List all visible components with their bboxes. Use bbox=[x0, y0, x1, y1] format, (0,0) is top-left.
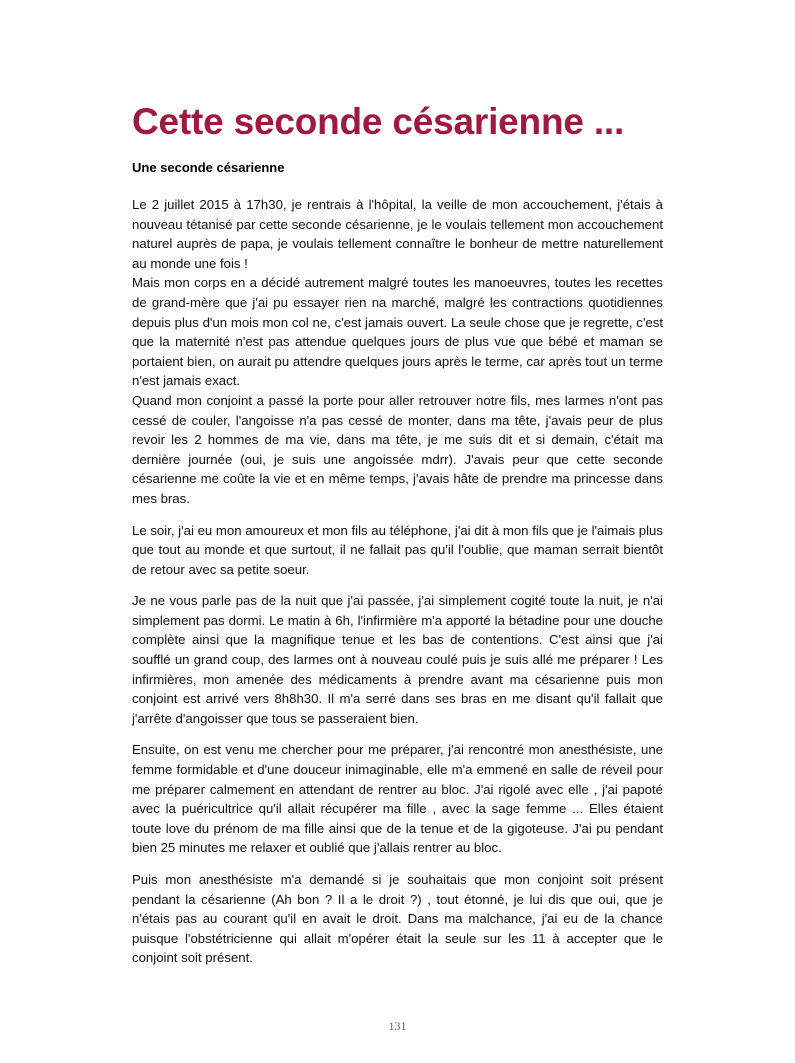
paragraph: Quand mon conjoint a passé la porte pour aller retrouver notre fils, mes larmes n'ont pas cessé de couler, l'angoisse n'a pas cessé de monter, dans ma tête, j'avais peur de plus revoir les 2 hommes de ma vie, dans ma tête, je me suis dit et si demain, c'était ma dernière journée (oui, je suis une angoissée mdrr). J'avais peur que cette seconde césarienne me coûte la vie et en même temps, j'avais hâte de prendre ma princesse dans mes bras. bbox=[132, 392, 663, 506]
paragraph: Mais mon corps en a décidé autrement malgré toutes les manoeuvres, toutes les recettes de grand-mère que j'ai pu essayer rien na marché, malgré les contractions quotidiennes depuis plus d'un mois mon col ne, c'est jamais ouvert. La seule chose que je regrette, c'est que la maternité n'est pas attendue quelques jours de plus vue que bébé et maman se portaient bien, on aurait pu attendre quelques jours après le terme, car après tout un terme n'est jamais exact. bbox=[132, 275, 663, 389]
section-subtitle: Une seconde césarienne bbox=[132, 160, 285, 175]
paragraph: Puis mon anesthésiste m'a demandé si je souhaitais que mon conjoint soit présent pendant la césarienne (Ah bon ? Il a le droit ?) , tout étonné, je lui dis que oui, que je n'étais pas au courant qu'il en avait le droit. Dans ma malchance, j'ai eu de la chance puisque l'obstétricienne qui allait m'opérer était la seule sur les 11 à accepter que le conjoint soit présent. bbox=[132, 872, 663, 966]
page-title: Cette seconde césarienne ... bbox=[132, 101, 625, 142]
paragraph: Le 2 juillet 2015 à 17h30, je rentrais à l'hôpital, la veille de mon accouchement, j'étais à nouveau tétanisé par cette seconde césarienne, je le voulais tellement mon accouchement naturel auprès de papa, je voulais tellement connaître le bonheur de mettre naturellement au monde une fois ! bbox=[132, 197, 663, 271]
paragraph: Ensuite, on est venu me chercher pour me préparer, j'ai rencontré mon anesthésiste, une femme formidable et d'une douceur inimaginable, elle m'a emmené en salle de réveil pour me préparer calmement en attendant de rentrer au bloc. J'ai rigolé avec elle , j'ai papoté avec la puéricultrice qu'il allait récupérer ma fille , avec la sage femme ... Elles étaient toute love du prénom de ma fille ainsi que de la tenue et de la gigoteuse. J'ai pu pendant bien 25 minutes me relaxer et oublié que j'allais rentrer au bloc. bbox=[132, 742, 663, 856]
paragraph: Je ne vous parle pas de la nuit que j'ai passée, j'ai simplement cogité toute la nuit, je n'ai simplement pas dormi. Le matin à 6h, l'infirmière m'a apporté la bétadine pour une douche complète ainsi que la magnifique tenue et les bas de contentions. C'est ainsi que j'ai soufflé un grand coup, des larmes ont à nouveau coulé puis je suis allé me préparer ! Les infirmières, mon amenée des médicaments à prendre avant ma césarienne puis mon conjoint est arrivé vers 8h8h30. Il m'a serré dans ses bras en me disant qu'il fallait que j'arrête d'angoisser que tous se passeraient bien. bbox=[132, 593, 663, 726]
document-page bbox=[132, 98, 663, 968]
page-number: 131 bbox=[388, 1019, 407, 1033]
paragraph: Le soir, j'ai eu mon amoureux et mon fils au téléphone, j'ai dit à mon fils que je l'aimais plus que tout au monde et que surtout, il ne fallait pas qu'il l'oublie, que maman serrait bientôt de retour avec sa petite soeur. bbox=[132, 522, 663, 577]
document-body bbox=[132, 195, 663, 968]
